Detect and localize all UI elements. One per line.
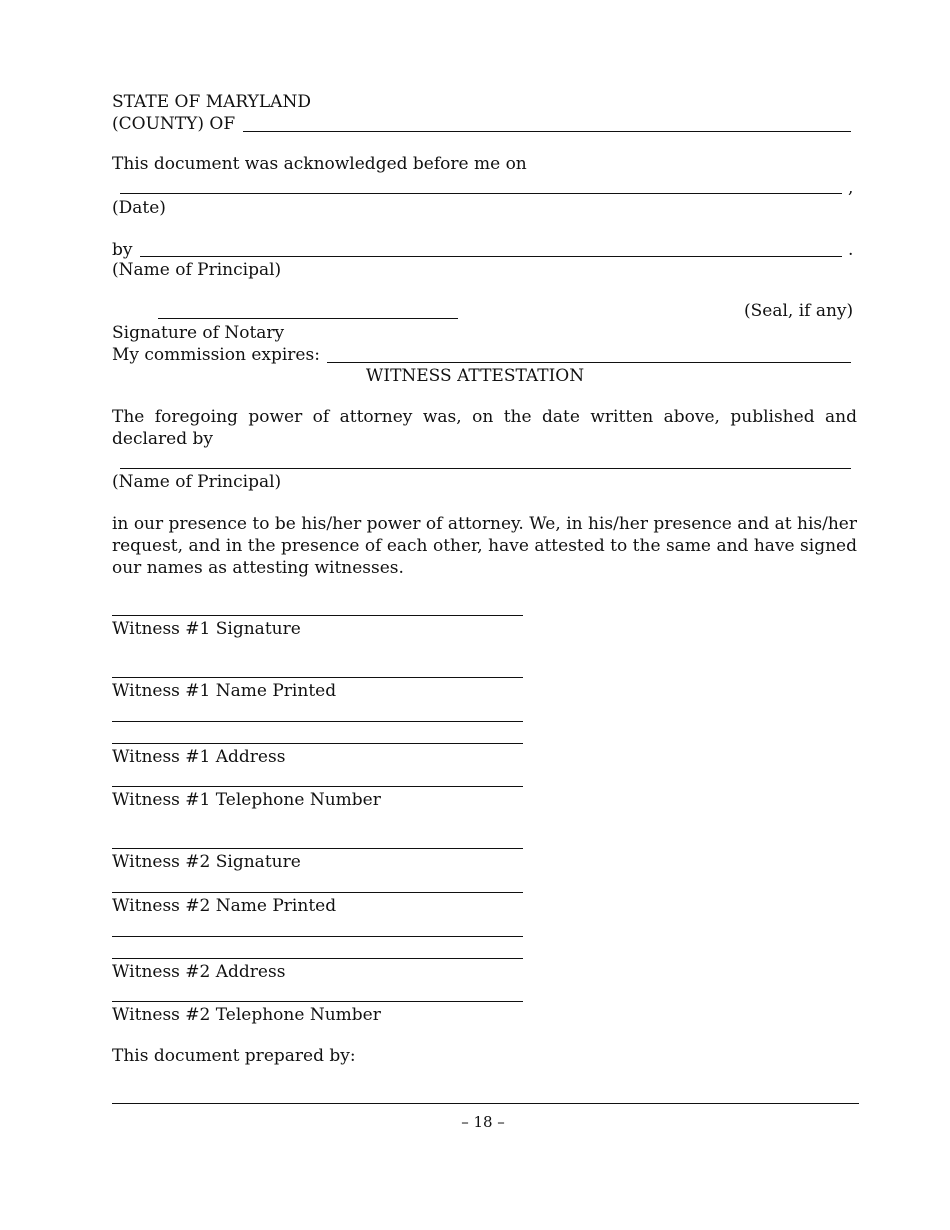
witness1-phone-field[interactable] xyxy=(112,786,523,787)
witness2-signature-label: Witness #2 Signature xyxy=(112,852,301,872)
county-field[interactable] xyxy=(243,131,851,132)
principal-name-field[interactable] xyxy=(140,256,842,257)
by-period: . xyxy=(848,240,854,260)
presence-text: in our presence to be his/her power of attorney. We, in his/her presence and at his/her request, and in the presence of each other, have attested to the same and have signed our names as attesting witnesses. xyxy=(112,514,857,578)
witness2-phone-field[interactable] xyxy=(112,1001,523,1002)
declaration-text: The foregoing power of attorney was, on the date written above, published and declared by xyxy=(112,407,857,449)
witness-principal-label: (Name of Principal) xyxy=(112,472,282,492)
seal-label: (Seal, if any) xyxy=(744,301,854,321)
witness2-name-label: Witness #2 Name Printed xyxy=(112,896,337,916)
date-comma: , xyxy=(848,178,854,198)
witness2-address-field-line1[interactable] xyxy=(112,936,523,937)
witness2-name-field[interactable] xyxy=(112,892,523,893)
notary-signature-label: Signature of Notary xyxy=(112,323,285,343)
witness-principal-name-field[interactable] xyxy=(120,468,851,469)
commission-label: My commission expires: xyxy=(112,345,320,365)
prepared-by-field[interactable] xyxy=(112,1103,859,1104)
commission-expiry-field[interactable] xyxy=(327,362,851,363)
state-heading: STATE OF MARYLAND xyxy=(112,92,311,112)
witness-attestation-heading: WITNESS ATTESTATION xyxy=(365,366,585,386)
witness1-phone-label: Witness #1 Telephone Number xyxy=(112,790,381,810)
witness2-signature-field[interactable] xyxy=(112,848,523,849)
acknowledged-text: This document was acknowledged before me on xyxy=(112,154,527,174)
page-number: – 18 – xyxy=(461,1113,505,1131)
witness1-address-field-line1[interactable] xyxy=(112,721,523,722)
witness1-signature-label: Witness #1 Signature xyxy=(112,619,301,639)
witness2-phone-label: Witness #2 Telephone Number xyxy=(112,1005,381,1025)
witness1-signature-field[interactable] xyxy=(112,615,523,616)
notary-signature-field[interactable] xyxy=(158,318,458,319)
witness1-name-field[interactable] xyxy=(112,677,523,678)
date-field[interactable] xyxy=(120,193,842,194)
witness2-address-label: Witness #2 Address xyxy=(112,962,286,982)
county-label: (COUNTY) OF xyxy=(112,114,236,134)
witness1-address-label: Witness #1 Address xyxy=(112,747,286,767)
by-label: by xyxy=(112,240,133,260)
prepared-by-label: This document prepared by: xyxy=(112,1046,356,1066)
principal-label: (Name of Principal) xyxy=(112,260,282,280)
date-label: (Date) xyxy=(112,198,166,218)
witness1-name-label: Witness #1 Name Printed xyxy=(112,681,337,701)
witness2-address-field-line2[interactable] xyxy=(112,958,523,959)
witness1-address-field-line2[interactable] xyxy=(112,743,523,744)
